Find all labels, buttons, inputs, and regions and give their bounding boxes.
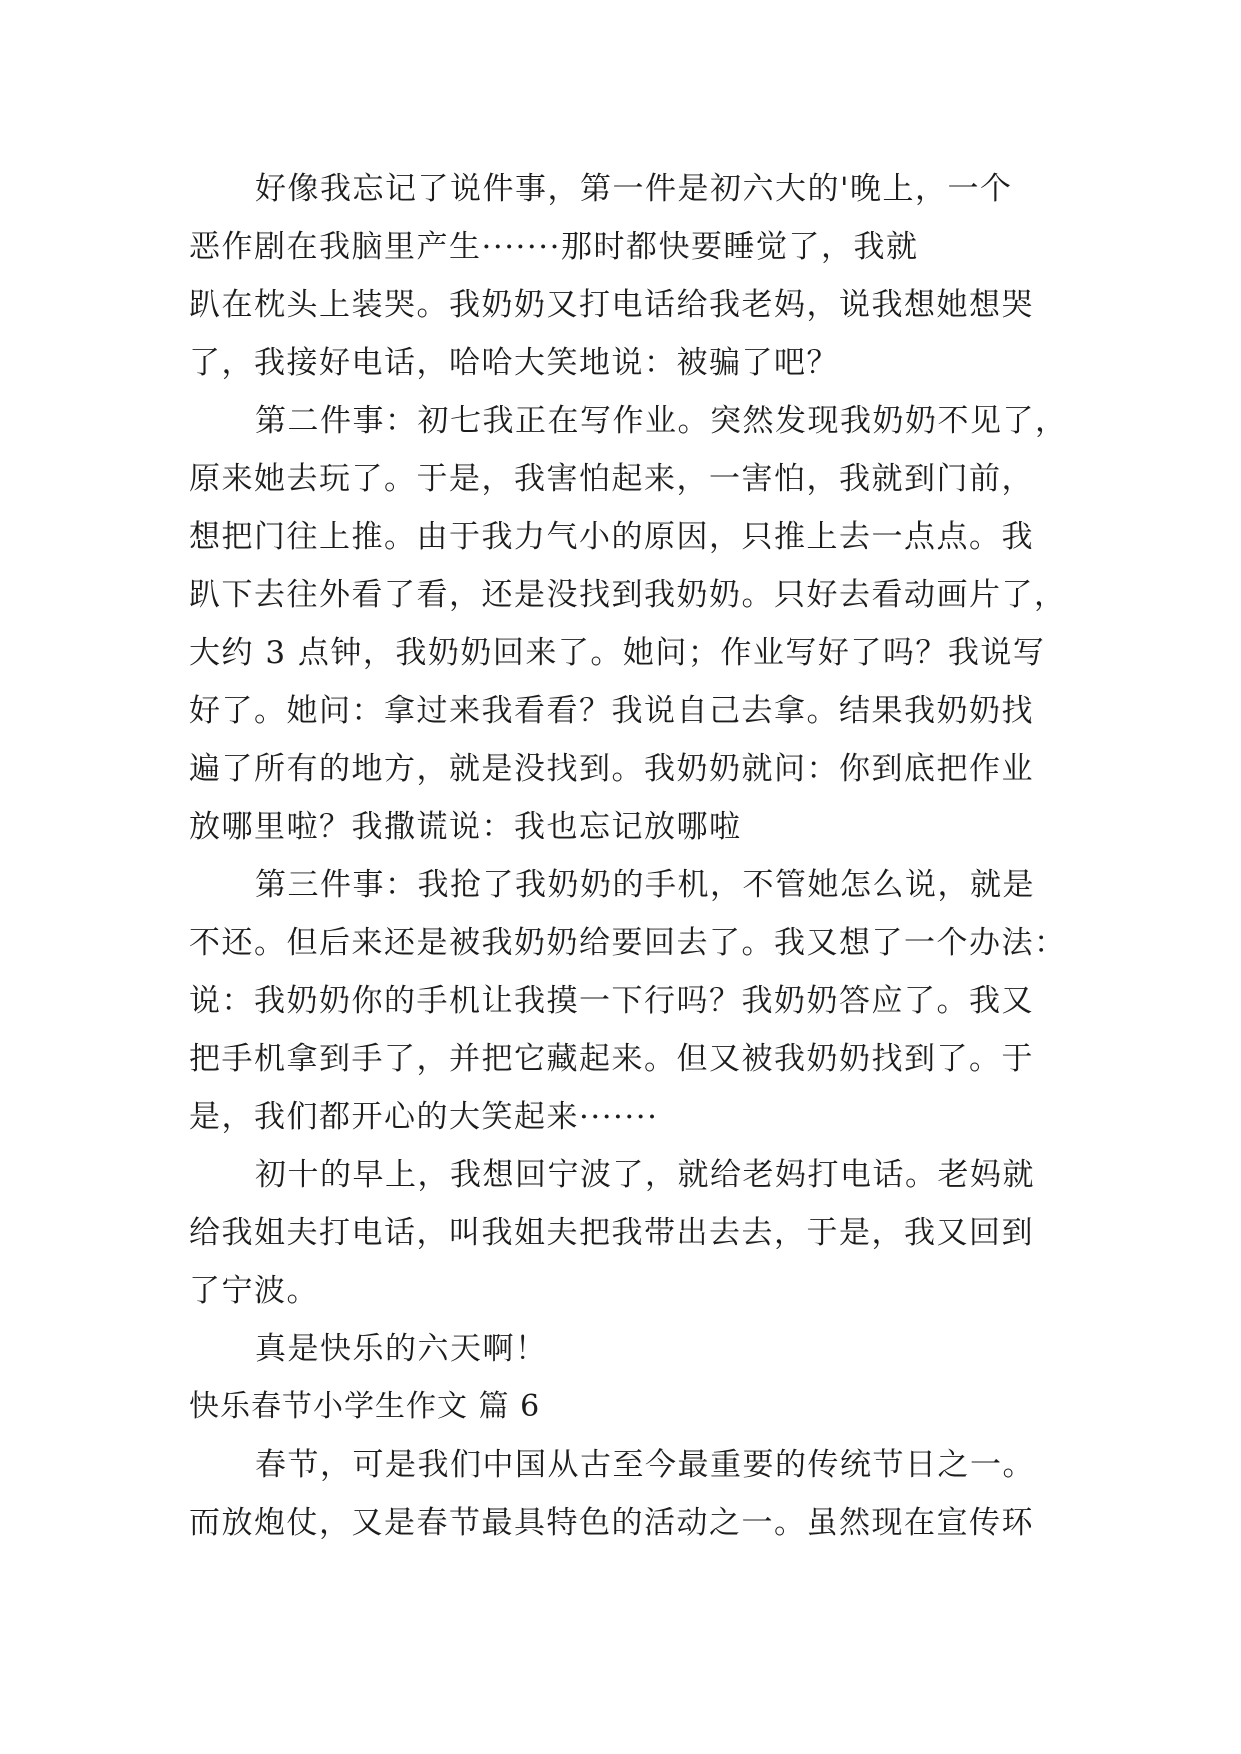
- text-line: 说：我奶奶你的手机让我摸一下行吗？我奶奶答应了。我又: [189, 983, 1034, 1019]
- paragraph-5: [189, 1320, 1057, 1378]
- text-line: 想把门往上推。由于我力气小的原因，只推上去一点点。我: [189, 519, 1034, 555]
- text-line: 是，我们都开心的大笑起来·······: [189, 1099, 659, 1135]
- text-line: 春节，可是我们中国从古至今最重要的传统节日之一。: [255, 1447, 1035, 1483]
- text-line: 把手机拿到手了，并把它藏起来。但又被我奶奶找到了。于: [189, 1041, 1034, 1077]
- paragraph-4: [189, 1146, 1057, 1320]
- text-line: 趴在枕头上装哭。我奶奶又打电话给我老妈，说我想她想哭: [189, 287, 1034, 323]
- section-heading: 快乐春节小学生作文 篇 6: [189, 1389, 541, 1424]
- document-page: [189, 160, 1068, 1552]
- text-line: 给我姐夫打电话，叫我姐夫把我带出去去，于是，我又回到: [189, 1215, 1034, 1251]
- text-line: 好像我忘记了说件事，第一件是初六大的'晚上，一个: [255, 171, 1013, 207]
- text-line: 恶作剧在我脑里产生·······那时都快要睡觉了，我就: [189, 229, 919, 265]
- paragraph-1: [189, 160, 1057, 392]
- text-line: 不还。但后来还是被我奶奶给要回去了。我又想了一个办法：: [189, 925, 1067, 961]
- text-line: 了宁波。: [189, 1273, 319, 1309]
- text-line: 初十的早上，我想回宁波了，就给老妈打电话。老妈就: [255, 1157, 1035, 1193]
- paragraph-3: [189, 856, 1067, 1146]
- paragraph-6: [189, 1436, 1057, 1552]
- text-line: 遍了所有的地方，就是没找到。我奶奶就问：你到底把作业: [189, 751, 1034, 787]
- text-line: 而放炮仗，又是春节最具特色的活动之一。虽然现在宣传环: [189, 1505, 1034, 1541]
- text-line: 第三件事：我抢了我奶奶的手机，不管她怎么说，就是: [255, 867, 1035, 903]
- text-line: 了，我接好电话，哈哈大笑地说：被骗了吧？: [189, 345, 839, 381]
- text-line: 大约 3 点钟，我奶奶回来了。她问；作业写好了吗？我说写: [189, 635, 1046, 671]
- paragraph-2: [189, 392, 1068, 856]
- text-line: 真是快乐的六天啊！: [255, 1331, 548, 1367]
- text-line: 第二件事：初七我正在写作业。突然发现我奶奶不见了，: [255, 403, 1068, 439]
- text-line: 好了。她问：拿过来我看看？我说自己去拿。结果我奶奶找: [189, 693, 1034, 729]
- text-line: 趴下去往外看了看，还是没找到我奶奶。只好去看动画片了，: [189, 577, 1067, 613]
- text-line: 原来她去玩了。于是，我害怕起来，一害怕，我就到门前，: [189, 461, 1034, 497]
- text-line: 放哪里啦？我撒谎说：我也忘记放哪啦: [189, 809, 742, 845]
